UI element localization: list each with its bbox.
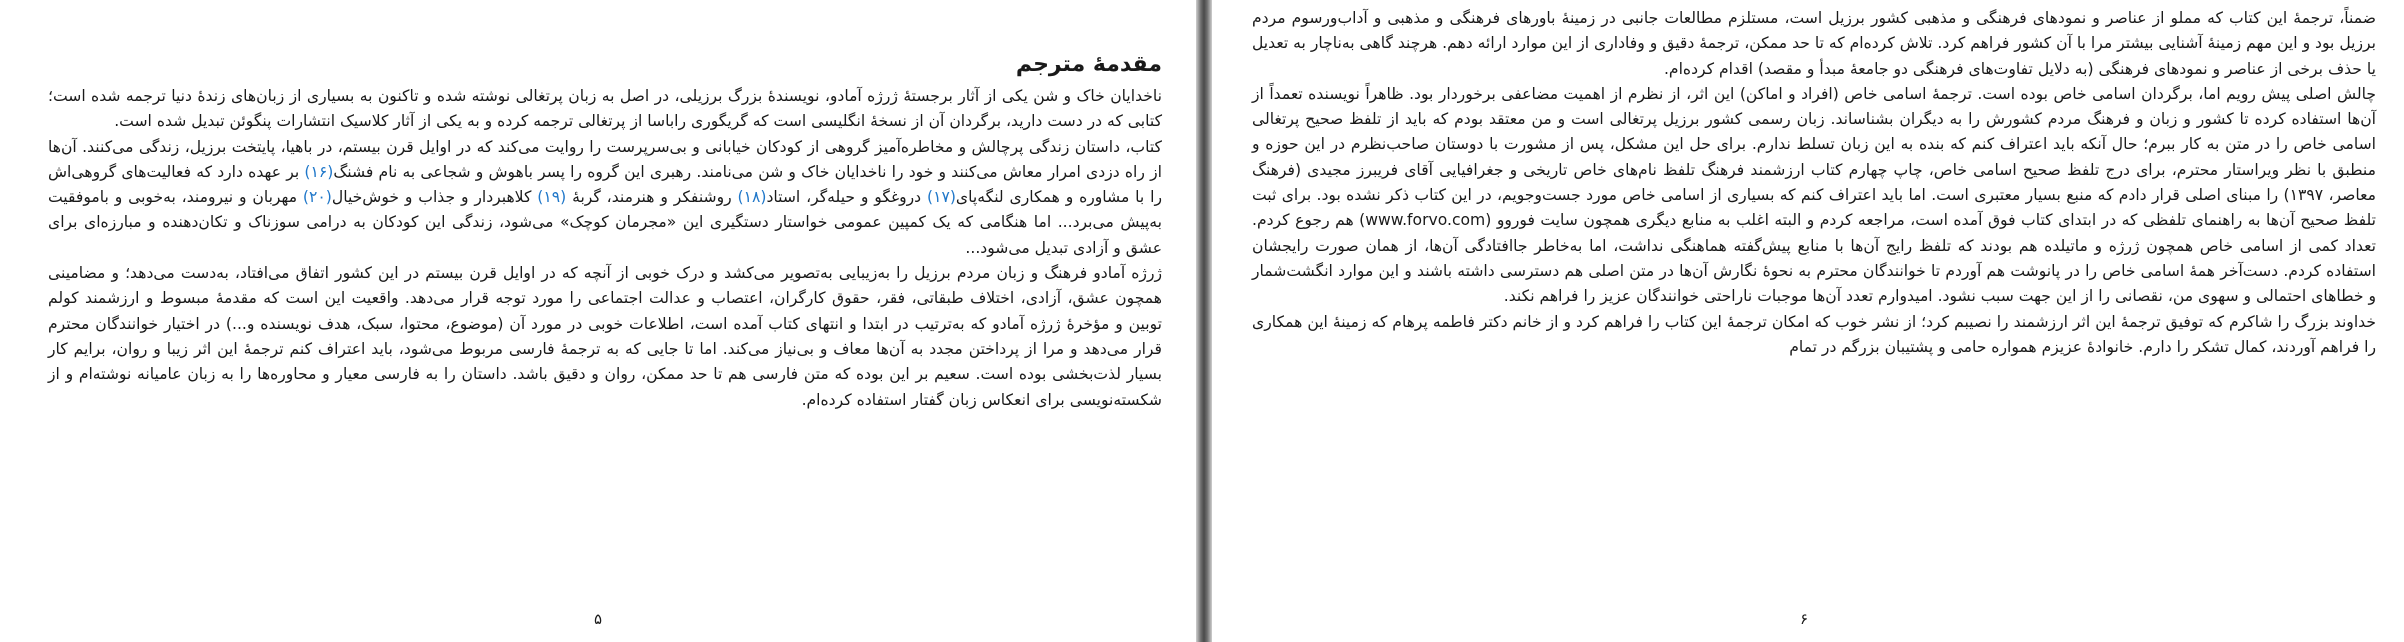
footnote-ref-16[interactable]: (۱۶) <box>304 162 334 181</box>
book-spine-gutter <box>1196 0 1212 642</box>
page-number: ۵ <box>593 610 603 628</box>
footnote-ref-19[interactable]: (۱۹) <box>537 188 567 207</box>
intro-paragraph: ناخدایان خاک و شن یکی از آثار برجستهٔ ژرژه آمادو، نویسندهٔ بزرگ برزیلی، در اصل به زبان پرتغالی نوشته شده و تاکنون به بسیاری از زبان‌های زندهٔ دنیا ترجمه شده است؛ کتابی که در دست دارید، برگردان آن از نسخهٔ انگلیسی است که گریگوری راباسا از پرتغالی ترجمه کرده و به یکی از آثار کلاسیک انتشارات پنگوئن تبدیل شده است. <box>48 87 1162 131</box>
story-text-part-6: مهربان و نیرومند، به‌خوبی و باموفقیت به‌پیش می‌برد... اما هنگامی که یک کمپین عمومی خواستار دستگیری این «مجرمان کوچک» می‌شود، زندگی این کودکان به درامی سوزناک و تکان‌دهنده و مبارزه‌ای برای عشق و آزادی تبدیل می‌شود... <box>48 188 1162 257</box>
footnote-ref-20[interactable]: (۲۰) <box>302 188 332 207</box>
story-text-part-2: بر عهده دارد که فعالیت‌های گروهی‌اش را با مشاوره و همکاری لنگه‌پای <box>48 162 1162 207</box>
story-text-part-3: دروغگو و حیله‌گر، استاد <box>766 188 927 207</box>
right-page <box>1212 0 2404 642</box>
story-text-part-5: کلاهبردار و جذاب و خوش‌خیال <box>331 188 538 207</box>
story-text-part-4: روشنفکر و هنرمند، گربهٔ <box>566 188 738 207</box>
footnote-ref-18[interactable]: (۱۸) <box>737 188 767 207</box>
section-heading: مقدمهٔ مترجم <box>1015 52 1162 77</box>
left-page <box>0 0 1196 642</box>
cultural-elements-paragraph: ضمناً، ترجمهٔ این کتاب که مملو از عناصر و نمودهای فرهنگی و مذهبی کشور برزیل است، مستلزم مطالعات جانبی در زمینهٔ باورهای فرهنگی و مذهبی و آداب‌ورسوم مردم برزیل بود و این مهم زمینهٔ آشنایی بیشتر مرا با آن کشور فراهم کرد. تلاش کرده‌ام که تا حد ممکن، ترجمهٔ دقیق و وفاداری از این موارد ارائه دهم. هرچند گاهی به‌ناچار به تعدیل یا حذف برخی از عناصر و نمودهای فرهنگی (به دلایل تفاوت‌های فرهنگی دو جامعهٔ مبدأ و مقصد) اقدام کرده‌ام. <box>1252 9 2376 78</box>
page-number: ۶ <box>1799 610 1809 628</box>
story-paragraph <box>48 135 1162 261</box>
proper-names-paragraph: چالش اصلی پیش رویم اما، برگردان اسامی خاص بوده است. ترجمهٔ اسامی خاص (افراد و اماکن) این اثر، از نظرم از اهمیت مضاعفی برخوردار بود. ظاهراً نویسنده تعمداً از آن‌ها استفاده کرده تا کشور و زبان و فرهنگ مردم کشورش را به دیگران بشناساند. زبان رسمی کشور برزیل پرتغالی است و من معتقد بودم که باید از تلفظ صحیح پرتغالی اسامی خاص را در متن به کار ببرم؛ حال آنکه باید اعتراف کنم که بنده به این زبان تسلط ندارم. برای حل این مشکل، پس از مشورت با دوستان صاحب‌نظرم در این حوزه و منطبق با نظر ویراستار محترم، برای درج تلفظ صحیح اسامی خاص، چاپ چهارم کتاب ارزشمند فرهنگ تلفظ نام‌های خاص تاریخی و جغرافیایی آقای فریبرز مجیدی (فرهنگ معاصر، ۱۳۹۷) را مبنای اصلی قرار دادم که منبع بسیار معتبری است. اما باید اعتراف کنم که بسیاری از اسامی خاص مورد جست‌وجویم، در این کتاب ذکر نشده بود. برای ثبت تلفظ صحیح آن‌ها به راهنمای تلفظی که در ابتدای کتاب فوق آمده است، مراجعه کردم و البته اغلب به منابع دیگری همچون سایت فوروو (www.forvo.com) هم رجوع کردم. تعداد کمی از اسامی خاص همچون ژرژه و ماتیلده هم بودند که تلفظ رایج آن‌ها با منابع پیش‌گفته هماهنگی نداشت، اما به‌خاطر جاافتادگی آن‌ها، از همان صورت رایجشان استفاده کردم. دست‌آخر همهٔ اسامی خاص را در پانوشت هم آوردم تا خوانندگان محترم به نحوهٔ نگارش آن‌ها در متن اصلی هم دسترسی داشته باشند و این موارد انگشت‌شمار و خطاهای احتمالی و سهوی من، نقصانی را از این جهت سبب نشود. امیدوارم تعدد آن‌ها موجبات ناراحتی خوانندگان عزیز را فراهم نکند. <box>1252 84 2376 306</box>
themes-paragraph: ژرژه آمادو فرهنگ و زبان مردم برزیل را به‌زیبایی به‌تصویر می‌کشد و درک خوبی از آنچه که در اوایل قرن بیستم در این کشور اتفاق می‌افتاد، به‌دست می‌دهد؛ و مضامینی همچون عشق، آزادی، اختلاف طبقاتی، فقر، حقوق کارگران، اعتصاب و عدالت اجتماعی را مورد توجه قرار می‌دهد. واقعیت این است که مقدمهٔ مبسوط و ارزشمند کولم توبین و مؤخرهٔ ژرژه آمادو که به‌ترتیب در ابتدا و انتهای کتاب آمده است، اطلاعات خوبی در مورد آن (موضوع، محتوا، سبک، هدف نویسنده و...) در اختیار خوانندگان محترم قرار می‌دهد و مرا از پرداختن مجدد به آن‌ها معاف و بی‌نیاز می‌کند. اما تا جایی که به ترجمهٔ فارسی مربوط می‌شود، باید اعتراف کنم ترجمهٔ این اثر زیبا و روان، برایم کار بسیار لذت‌بخشی بوده است. سعیم بر این بوده که متن فارسی هم تا حد ممکن، روان و دقیق باشد. داستان را به فارسی معیار و محاوره‌ها را به زبان عامیانه نوشته‌ام و از شکسته‌نویسی برای انعکاس زبان گفتار استفاده کرده‌ام. <box>48 264 1162 409</box>
story-text-part-1: کتاب، داستان زندگی پرچالش و مخاطره‌آمیز گروهی از کودکان خیابانی و بی‌سرپرست را روایت می‌کند که در اوایل قرن بیستم، در باهیا، پایتخت برزیل، زندگی می‌کنند. آن‌ها از راه دزدی امرار معاش می‌کنند و خود را ناخدایان خاک و شن می‌نامند. رهبری این گروه را پسر باهوش و شجاعی به نام فشنگ <box>48 137 1162 181</box>
footnote-ref-17[interactable]: (۱۷) <box>926 188 956 207</box>
acknowledgement-paragraph: خداوند بزرگ را شاکرم که توفیق ترجمهٔ این اثر ارزشمند را نصیبم کرد؛ از نشر خوب که امکان ترجمهٔ این کتاب را فراهم کرد و از خانم دکتر فاطمه پرهام که زمینهٔ این همکاری را فراهم آوردند، کمال تشکر را دارم. خانوادهٔ عزیزم همواره حامی و پشتیبان بزرگم در تمام <box>1252 312 2376 356</box>
